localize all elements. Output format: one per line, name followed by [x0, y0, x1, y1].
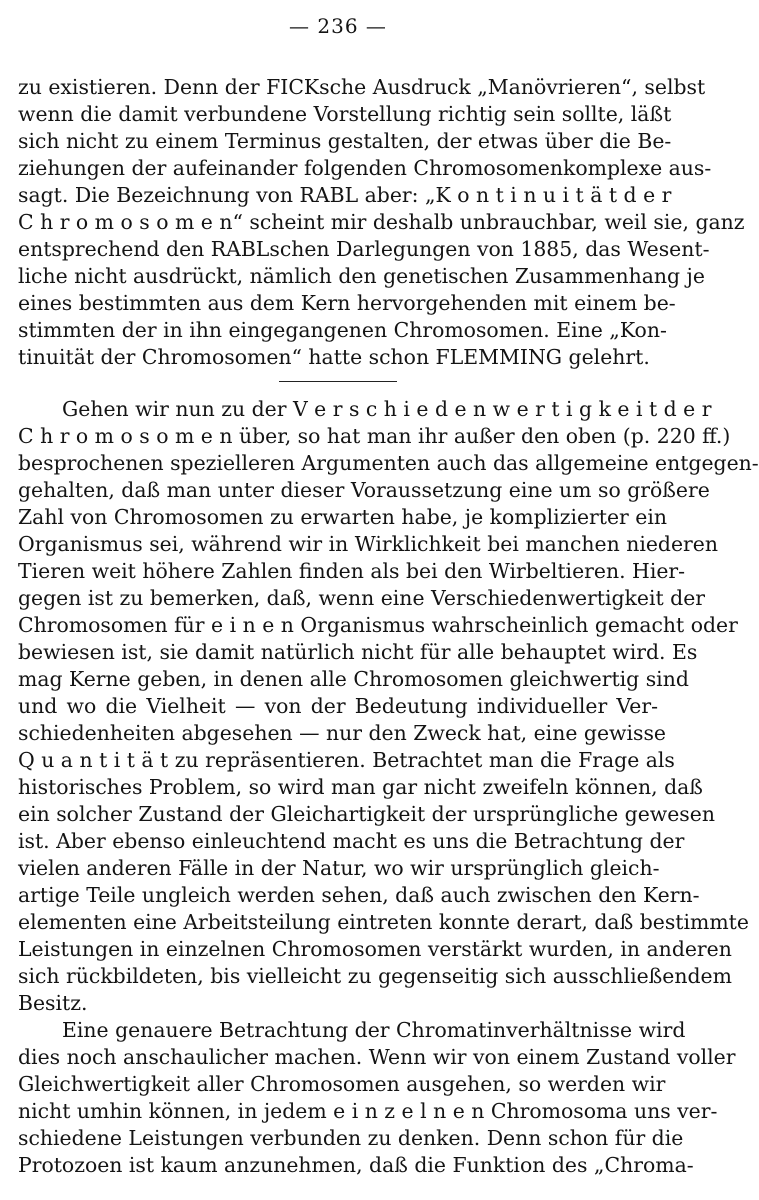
text-line: Leistungen in einzelnen Chromosomen verstärkt wurden, in anderen	[18, 937, 732, 961]
text-line: historisches Problem, so wird man gar nicht zweifeln können, daß	[18, 775, 703, 799]
text-line: C h r o m o s o m e n“ scheint mir deshalb unbrauchbar, weil sie, ganz	[18, 210, 745, 234]
text-line: C h r o m o s o m e n über, so hat man ihr außer den oben (p. 220 ff.)	[18, 424, 731, 448]
text-line: entsprechend den RABLschen Darlegungen von 1885, das Wesent-	[18, 237, 710, 261]
text-line: gehalten, daß man unter dieser Voraussetzung eine um so größere	[18, 478, 710, 502]
text-line: und wo die Vielheit — von der Bedeutung individueller Ver-	[18, 694, 658, 718]
text-line: Chromosomen für e i n e n Organismus wahrscheinlich gemacht oder	[18, 613, 738, 637]
text-line: schiedene Leistungen verbunden zu denken. Denn schon für die	[18, 1126, 684, 1150]
text-line: bewiesen ist, sie damit natürlich nicht für alle behauptet wird. Es	[18, 640, 698, 664]
text-line: liche nicht ausdrückt, nämlich den genetischen Zusammenhang je	[18, 264, 705, 288]
document-page	[18, 14, 759, 1179]
paragraph-1	[18, 74, 745, 371]
text-line: Zahl von Chromosomen zu erwarten habe, je komplizierter ein	[18, 505, 667, 529]
paragraph-2	[18, 396, 759, 1017]
text-line: sich rückbildeten, bis vielleicht zu gegenseitig sich ausschließendem	[18, 964, 732, 988]
text-line: Gehen wir nun zu der V e r s c h i e d e n w e r t i g k e i t d e r	[62, 397, 712, 421]
text-line: schiedenheiten abgesehen — nur den Zweck hat, eine gewisse	[18, 721, 666, 745]
text-line: stimmten der in ihn eingegangenen Chromosomen. Eine „Kon-	[18, 318, 667, 342]
text-line: nicht umhin können, in jedem e i n z e l n e n Chromosoma uns ver-	[18, 1099, 718, 1123]
text-line: eines bestimmten aus dem Kern hervorgehenden mit einem be-	[18, 291, 676, 315]
text-line: Protozoen ist kaum anzunehmen, daß die Funktion des „Chroma-	[18, 1153, 694, 1177]
text-line: Eine genauere Betrachtung der Chromatinverhältnisse wird	[62, 1018, 686, 1042]
text-line: sagt. Die Bezeichnung von RABL aber: „K o n t i n u i t ä t d e r	[18, 183, 672, 207]
text-line: besprochenen spezielleren Argumenten auch das allgemeine entgegen-	[18, 451, 759, 475]
text-line: artige Teile ungleich werden sehen, daß auch zwischen den Kern-	[18, 883, 700, 907]
text-line: mag Kerne geben, in denen alle Chromosomen gleichwertig sind	[18, 667, 689, 691]
text-line: ziehungen der aufeinander folgenden Chromosomenkomplexe aus-	[18, 156, 712, 180]
paragraph-3	[18, 1017, 736, 1179]
text-line: wenn die damit verbundene Vorstellung richtig sein sollte, läßt	[18, 102, 672, 126]
text-line: ein solcher Zustand der Gleichartigkeit der ursprüngliche gewesen	[18, 802, 715, 826]
text-line: tinuität der Chromosomen“ hatte schon FLEMMING gelehrt.	[18, 345, 650, 369]
page-number: — 236 —	[289, 14, 387, 38]
text-line: Besitz.	[18, 991, 88, 1015]
text-line: sich nicht zu einem Terminus gestalten, der etwas über die Be-	[18, 129, 672, 153]
text-line: dies noch anschaulicher machen. Wenn wir von einem Zustand voller	[18, 1045, 736, 1069]
text-line: elementen eine Arbeitsteilung eintreten konnte derart, daß bestimmte	[18, 910, 749, 934]
text-line: Organismus sei, während wir in Wirklichkeit bei manchen niederen	[18, 532, 718, 556]
text-line: zu existieren. Denn der FICKsche Ausdruck „Manövrieren“, selbst	[18, 75, 706, 99]
text-line: Q u a n t i t ä t zu repräsentieren. Betrachtet man die Frage als	[18, 748, 675, 772]
section-divider	[279, 381, 397, 382]
text-line: Gleichwertigkeit aller Chromosomen ausgehen, so werden wir	[18, 1072, 666, 1096]
text-line: gegen ist zu bemerken, daß, wenn eine Verschiedenwertigkeit der	[18, 586, 706, 610]
text-line: Tieren weit höhere Zahlen finden als bei den Wirbeltieren. Hier-	[18, 559, 686, 583]
text-line: ist. Aber ebenso einleuchtend macht es uns die Betrachtung der	[18, 829, 685, 853]
text-line: vielen anderen Fälle in der Natur, wo wir ursprünglich gleich-	[18, 856, 660, 880]
